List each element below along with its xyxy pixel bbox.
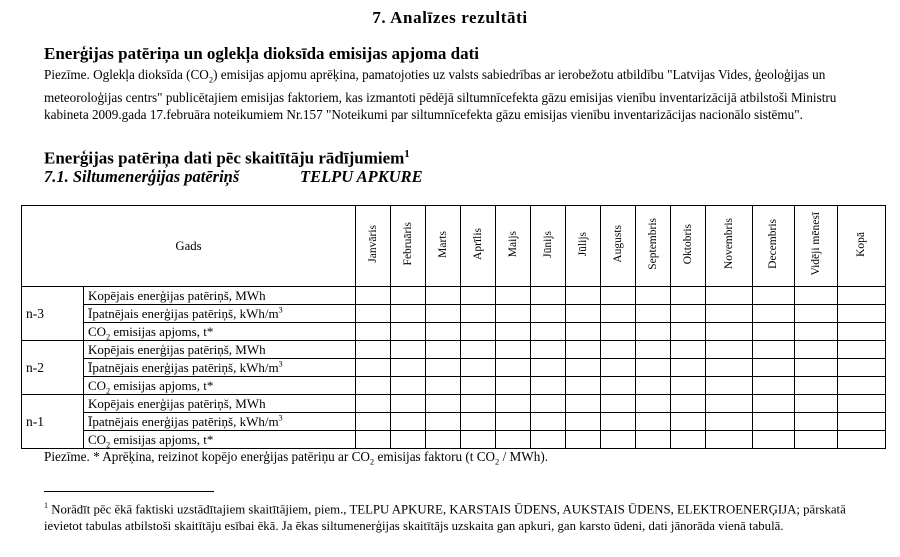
data-cell[interactable]: [391, 377, 426, 395]
data-cell[interactable]: [601, 359, 636, 377]
table-row: [22, 341, 886, 359]
subsection-heading: 7.1. Siltumenerģijas patēriņš: [44, 167, 240, 186]
table-row: [22, 377, 886, 395]
data-cell[interactable]: [461, 287, 496, 305]
data-cell[interactable]: [356, 359, 391, 377]
data-cell[interactable]: [426, 341, 461, 359]
column-header-label: Vidēji mēnesī: [809, 212, 822, 276]
data-cell[interactable]: [531, 305, 566, 323]
row-label-text: Kopējais enerģijas patēriņš, MWh: [88, 287, 266, 303]
data-cell[interactable]: [566, 377, 601, 395]
row-label-total: [84, 395, 356, 413]
table-row: [22, 323, 886, 341]
row-label-co2: [84, 431, 356, 449]
data-cell[interactable]: [461, 341, 496, 359]
data-cell[interactable]: [601, 287, 636, 305]
data-cell[interactable]: [795, 323, 838, 341]
data-cell[interactable]: [566, 323, 601, 341]
data-cell[interactable]: [356, 431, 391, 449]
row-label-text: emisijas apjoms, t*: [110, 431, 214, 447]
data-cell[interactable]: [496, 341, 531, 359]
column-header: [671, 206, 706, 287]
data-cell[interactable]: [426, 359, 461, 377]
calc-note-sub: 2: [369, 456, 375, 467]
data-cell[interactable]: [706, 359, 753, 377]
data-cell[interactable]: [531, 395, 566, 413]
column-header: [601, 206, 636, 287]
data-cell[interactable]: [795, 287, 838, 305]
data-cell[interactable]: [671, 341, 706, 359]
year-cell: n-1: [22, 395, 84, 449]
column-header-label: Jūlijs: [576, 231, 589, 257]
footnote: [44, 498, 874, 534]
data-cell[interactable]: [671, 287, 706, 305]
data-cell[interactable]: [636, 287, 671, 305]
column-header: [838, 206, 886, 287]
calc-note-prefix: Piezīme. * Aprēķina, reizinot kopējo enerģijas patēriņu ar CO: [44, 449, 370, 464]
table-row: [22, 287, 886, 305]
data-cell[interactable]: [426, 377, 461, 395]
data-cell[interactable]: [838, 431, 886, 449]
data-cell[interactable]: [601, 341, 636, 359]
co2-note-sub: 2: [208, 74, 214, 85]
column-header-label: Marts: [436, 230, 449, 258]
column-header: [426, 206, 461, 287]
row-label-text: Kopējais enerģijas patēriņš, MWh: [88, 341, 266, 357]
column-header: [566, 206, 601, 287]
data-cell[interactable]: [753, 431, 795, 449]
row-label-total: [84, 341, 356, 359]
data-cell[interactable]: [838, 323, 886, 341]
row-label-text: Kopējais enerģijas patēriņš, MWh: [88, 395, 266, 411]
footnote-ref: 1: [404, 148, 410, 160]
data-cell[interactable]: [753, 413, 795, 431]
data-cell[interactable]: [496, 377, 531, 395]
data-cell[interactable]: [838, 305, 886, 323]
data-cell[interactable]: [671, 413, 706, 431]
data-cell[interactable]: [601, 431, 636, 449]
data-cell[interactable]: [391, 305, 426, 323]
data-cell[interactable]: [496, 359, 531, 377]
meters-heading-text: Enerģijas patēriņa dati pēc skaitītāju rādījumiem: [44, 148, 405, 168]
data-cell[interactable]: [566, 395, 601, 413]
data-cell[interactable]: [566, 431, 601, 449]
row-label-text: Īpatnējais enerģijas patēriņš, kWh/m: [88, 359, 279, 375]
data-cell[interactable]: [636, 377, 671, 395]
data-cell[interactable]: [671, 323, 706, 341]
co2-note-prefix: Piezīme. Oglekļa dioksīda (CO: [44, 67, 209, 82]
column-header-label: Oktobris: [681, 223, 694, 265]
column-header: [461, 206, 496, 287]
data-cell[interactable]: [461, 431, 496, 449]
row-label-sub: 2: [106, 440, 111, 450]
data-cell[interactable]: [356, 395, 391, 413]
year-cell: n-2: [22, 341, 84, 395]
data-cell[interactable]: [566, 287, 601, 305]
data-cell[interactable]: [461, 377, 496, 395]
data-cell[interactable]: [795, 341, 838, 359]
row-label-text: CO: [88, 323, 107, 339]
data-cell[interactable]: [391, 287, 426, 305]
table-row: [22, 359, 886, 377]
data-cell[interactable]: [496, 431, 531, 449]
data-cell[interactable]: [426, 305, 461, 323]
row-label-text: CO: [88, 431, 107, 447]
data-cell[interactable]: [795, 359, 838, 377]
column-header-label: Janvāris: [366, 225, 379, 263]
data-cell[interactable]: [753, 323, 795, 341]
data-cell[interactable]: [356, 305, 391, 323]
data-cell[interactable]: [531, 431, 566, 449]
data-cell[interactable]: [706, 413, 753, 431]
data-cell[interactable]: [706, 377, 753, 395]
table-row: [22, 431, 886, 449]
data-cell[interactable]: [636, 305, 671, 323]
data-cell[interactable]: [838, 413, 886, 431]
data-cell[interactable]: [706, 323, 753, 341]
data-cell[interactable]: [531, 413, 566, 431]
data-cell[interactable]: [838, 377, 886, 395]
row-label-co2: [84, 377, 356, 395]
data-cell[interactable]: [838, 395, 886, 413]
data-cell[interactable]: [356, 341, 391, 359]
data-cell[interactable]: [795, 431, 838, 449]
row-label-sub: 2: [106, 386, 111, 396]
data-cell[interactable]: [496, 287, 531, 305]
data-cell[interactable]: [601, 323, 636, 341]
data-cell[interactable]: [636, 395, 671, 413]
table-row: [22, 305, 886, 323]
row-label-specific: [84, 359, 356, 377]
row-label-text: CO: [88, 377, 107, 393]
column-header-label: Kopā: [855, 231, 867, 257]
column-header: [706, 206, 753, 287]
data-cell[interactable]: [426, 323, 461, 341]
section-heading-emissions: Enerģijas patēriņa un oglekļa dioksīda emisijas apjoma dati: [44, 44, 479, 63]
column-header: [496, 206, 531, 287]
column-header: [356, 206, 391, 287]
data-cell[interactable]: [426, 395, 461, 413]
calc-note-suffix: / MWh).: [499, 449, 549, 464]
data-cell[interactable]: [531, 341, 566, 359]
data-cell[interactable]: [838, 341, 886, 359]
data-cell[interactable]: [391, 431, 426, 449]
data-cell[interactable]: [753, 341, 795, 359]
data-cell[interactable]: [753, 287, 795, 305]
data-cell[interactable]: [795, 413, 838, 431]
footnote-text: Norādīt pēc ēkā faktiski uzstādītajiem skaitītājiem, piem., TELPU APKURE, KARSTAIS ŪDENS, AUKSTAIS ŪDENS, ELEKTROENERĢIJA; pārskatā ievietot tabulas atbilstoši skaitītāju esībai ēkā. Ja ēkas siltumenerģijas skaitītājs uzskaita gan apkuri, gan karsto ūdeni, dati jānorāda vienā tabulā.: [44, 502, 846, 533]
data-cell[interactable]: [706, 305, 753, 323]
column-header-label: Decembris: [767, 219, 779, 269]
data-cell[interactable]: [636, 323, 671, 341]
data-cell[interactable]: [461, 413, 496, 431]
column-header: [531, 206, 566, 287]
data-cell[interactable]: [601, 395, 636, 413]
table-row: [22, 395, 886, 413]
calc-note-mid: emisijas faktoru (t CO: [374, 449, 496, 464]
data-cell[interactable]: [391, 359, 426, 377]
co2-note: [44, 66, 884, 123]
data-cell[interactable]: [671, 305, 706, 323]
table-row: [22, 413, 886, 431]
data-cell[interactable]: [356, 323, 391, 341]
row-label-total: [84, 287, 356, 305]
section-heading-meters: [44, 148, 410, 169]
data-cell[interactable]: [531, 377, 566, 395]
row-label-sub: 2: [106, 332, 111, 342]
year-cell: n-3: [22, 287, 84, 341]
data-cell[interactable]: [706, 395, 753, 413]
data-cell[interactable]: [461, 305, 496, 323]
data-cell[interactable]: [706, 431, 753, 449]
data-cell[interactable]: [753, 377, 795, 395]
meter-type-label: TELPU APKURE: [300, 167, 423, 186]
row-label-specific: [84, 413, 356, 431]
column-header: [391, 206, 426, 287]
data-cell[interactable]: [461, 395, 496, 413]
table-header-row: [22, 206, 886, 287]
row-label-specific: [84, 305, 356, 323]
data-cell[interactable]: [391, 323, 426, 341]
data-cell[interactable]: [426, 431, 461, 449]
row-label-sup: 3: [278, 305, 283, 315]
footnote-divider: [44, 491, 214, 492]
data-cell[interactable]: [636, 431, 671, 449]
data-cell[interactable]: [706, 341, 753, 359]
data-cell[interactable]: [753, 305, 795, 323]
column-header-label: Aprīlis: [471, 228, 484, 260]
co2-note-suffix: ) emisijas apjomu aprēķina, pamatojoties uz valsts sabiedrības ar ierobežotu atbildību "Latvijas Vides, ģeoloģijas un meteoroloģijas centrs" publicētajiem emisijas faktoriem, kas izmantoti pēdējā siltumnīcefekta gāzu emisijas vienību inventarizācijā atbilstoši Ministru kabineta 2009.gada 17.februāra noteikumiem Nr.157 "Noteikumi par siltumnīcefekta gāzu emisijas vienību inventarizācijas nacionālo sistēmu".: [44, 67, 837, 122]
column-header: [636, 206, 671, 287]
row-label-co2: [84, 323, 356, 341]
data-cell[interactable]: [636, 413, 671, 431]
data-cell[interactable]: [566, 305, 601, 323]
data-cell[interactable]: [531, 323, 566, 341]
data-cell[interactable]: [496, 413, 531, 431]
data-cell[interactable]: [601, 305, 636, 323]
data-cell[interactable]: [566, 359, 601, 377]
data-cell[interactable]: [838, 287, 886, 305]
energy-table: [21, 205, 886, 449]
data-cell[interactable]: [391, 413, 426, 431]
data-cell[interactable]: [426, 287, 461, 305]
row-label-sup: 3: [278, 359, 283, 369]
row-label-text: Īpatnējais enerģijas patēriņš, kWh/m: [88, 413, 279, 429]
data-cell[interactable]: [531, 287, 566, 305]
column-header-label: Maijs: [506, 230, 519, 258]
year-header: Gads: [22, 206, 356, 287]
data-cell[interactable]: [496, 305, 531, 323]
data-cell[interactable]: [391, 341, 426, 359]
data-cell[interactable]: [601, 413, 636, 431]
data-cell[interactable]: [496, 323, 531, 341]
data-cell[interactable]: [566, 341, 601, 359]
data-cell[interactable]: [531, 359, 566, 377]
data-cell[interactable]: [795, 377, 838, 395]
data-cell[interactable]: [391, 395, 426, 413]
data-cell[interactable]: [795, 305, 838, 323]
column-header-label: Augusts: [611, 225, 624, 263]
data-cell[interactable]: [461, 323, 496, 341]
column-header-label: Februāris: [401, 222, 414, 266]
data-cell[interactable]: [636, 341, 671, 359]
data-cell[interactable]: [601, 377, 636, 395]
row-label-sup: 3: [278, 413, 283, 423]
data-cell[interactable]: [356, 377, 391, 395]
data-cell[interactable]: [706, 287, 753, 305]
calc-note-sub2: 2: [495, 456, 500, 467]
row-label-text: Īpatnējais enerģijas patēriņš, kWh/m: [88, 305, 279, 321]
data-cell[interactable]: [795, 395, 838, 413]
data-cell[interactable]: [671, 395, 706, 413]
data-cell[interactable]: [753, 359, 795, 377]
data-cell[interactable]: [426, 413, 461, 431]
data-cell[interactable]: [566, 413, 601, 431]
footnote-number: 1: [44, 501, 48, 510]
data-cell[interactable]: [753, 395, 795, 413]
column-header: [753, 206, 795, 287]
data-cell[interactable]: [356, 287, 391, 305]
data-cell[interactable]: [461, 359, 496, 377]
data-cell[interactable]: [838, 359, 886, 377]
column-header-label: Jūnijs: [541, 230, 554, 258]
row-label-text: emisijas apjoms, t*: [110, 377, 214, 393]
page-title: 7. Analīzes rezultāti: [372, 8, 528, 27]
calculation-note: [44, 449, 548, 467]
data-cell[interactable]: [671, 431, 706, 449]
data-cell[interactable]: [356, 413, 391, 431]
column-header-label: Septembris: [646, 218, 659, 270]
row-label-text: emisijas apjoms, t*: [110, 323, 214, 339]
column-header-label: Novembris: [722, 218, 735, 270]
column-header: [795, 206, 838, 287]
data-cell[interactable]: [636, 359, 671, 377]
data-cell[interactable]: [496, 395, 531, 413]
data-cell[interactable]: [671, 377, 706, 395]
data-cell[interactable]: [671, 359, 706, 377]
